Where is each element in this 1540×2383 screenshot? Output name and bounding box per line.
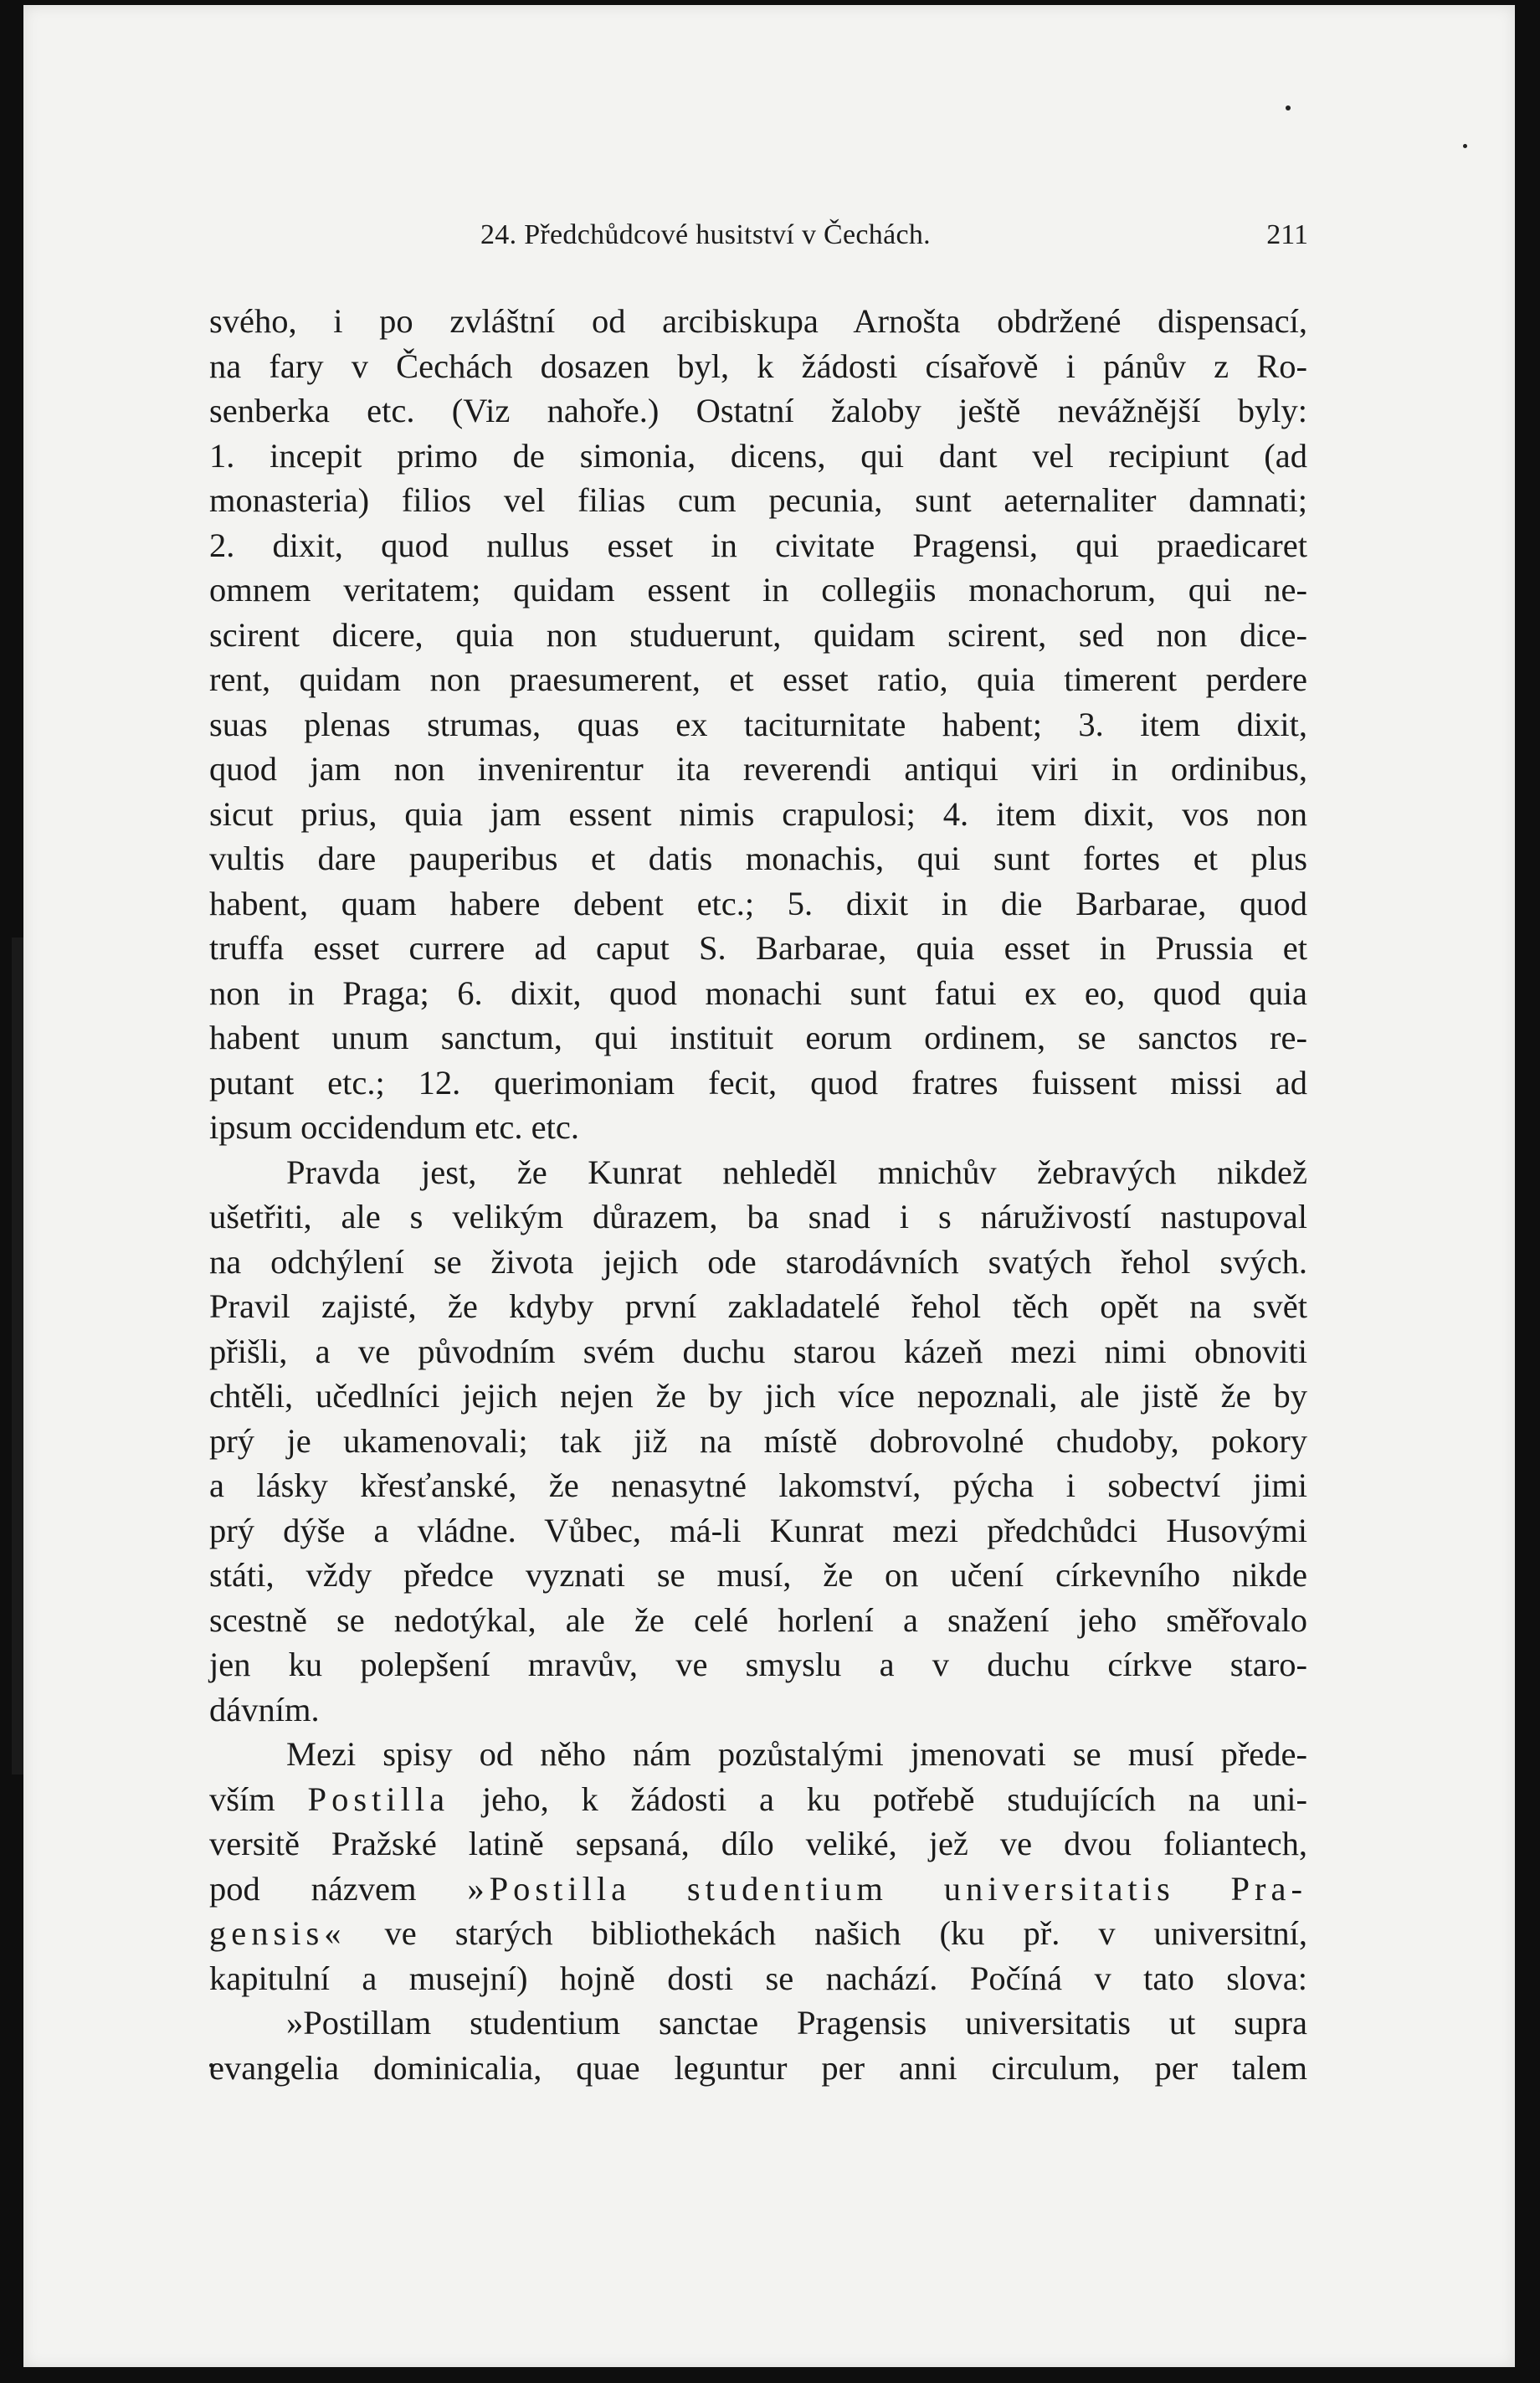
text-fragment: vším <box>209 1780 275 1818</box>
text-line: evangelia dominicalia, quae leguntur per anni circulum, per talem <box>209 2048 1307 2087</box>
text-line: monasteria) filios vel filias cum pecunia, sunt aeternaliter damnati; <box>209 481 1307 519</box>
ink-speck <box>1463 144 1467 148</box>
text-line: scirent dicere, quia non studuerunt, quidam scirent, sed non dice- <box>209 615 1307 654</box>
spaced-title: gensis« <box>209 1914 346 1952</box>
text-line: 1. incepit primo de simonia, dicens, qui dant vel recipiunt (ad <box>209 436 1307 475</box>
text-line: rent, quidam non praesumerent, et esset ratio, quia timerent perdere <box>209 660 1307 698</box>
text-line: habent, quam habere debent etc.; 5. dixit in die Barbarae, quod <box>209 884 1307 922</box>
text-line: a lásky křesťanské, že nenasytné lakomství, pýcha i sobectví jimi <box>209 1466 1307 1504</box>
text-line: putant etc.; 12. querimoniam fecit, quod fratres fuissent missi ad <box>209 1063 1307 1102</box>
text-line: omnem veritatem; quidam essent in collegiis monachorum, qui ne- <box>209 571 1307 609</box>
text-line: přišli, a ve původním svém duchu starou kázeň mezi nimi obnoviti <box>209 1332 1307 1370</box>
text-line: Pravda jest, že Kunrat nehleděl mnichův žebravých nikdež <box>286 1153 1307 1191</box>
text-line: habent unum sanctum, qui instituit eorum ordinem, se sanctos re- <box>209 1019 1307 1056</box>
text-line: ušetřiti, ale s velikým důrazem, ba snad i s náruživostí nastupoval <box>209 1198 1307 1235</box>
running-title: 24. Předchůdcové husitství v Čechách. <box>480 219 931 250</box>
body-text <box>209 299 1307 2090</box>
text-line: Pravil zajisté, že kdyby první zakladatelé řehol těch opět na svět <box>209 1287 1307 1325</box>
text-line: truffa esset currere ad caput S. Barbarae, quia esset in Prussia et <box>209 929 1307 967</box>
text-line: sicut prius, quia jam essent nimis crapulosi; 4. item dixit, vos non <box>209 794 1307 833</box>
text-line: jen ku polepšení mravův, ve smyslu a v duchu církve staro- <box>209 1646 1307 1683</box>
text-line <box>209 1867 1307 1912</box>
page-number: 211 <box>1266 219 1308 250</box>
text-fragment: pod názvem <box>209 1869 417 1908</box>
text-line: svého, i po zvláštní od arcibiskupa Arnošta obdržené dispensací, <box>209 302 1307 340</box>
text-line: ipsum occidendum etc. etc. <box>209 1108 579 1146</box>
text-line: na fary v Čechách dosazen byl, k žádosti císařově i pánův z Ro- <box>209 347 1307 385</box>
text-fragment: jeho, k žádosti a ku potřebě studujících na uni- <box>481 1780 1307 1818</box>
spaced-title: Postilla <box>307 1780 450 1818</box>
text-line: suas plenas strumas, quas ex taciturnitate habent; 3. item dixit, <box>209 705 1307 743</box>
text-line <box>209 1911 1307 1956</box>
text-line: prý dýše a vládne. Vůbec, má-li Kunrat mezi předchůdci Husovými <box>209 1511 1307 1549</box>
spaced-title: »Postilla studentium universitatis Pra- <box>467 1869 1307 1908</box>
text-line <box>209 1777 1307 1822</box>
text-fragment: ve starých bibliothekách našich (ku př. v universitní, <box>384 1914 1307 1952</box>
text-line: státi, vždy předce vyznati se musí, že on učení církevního nikde <box>209 1556 1307 1594</box>
ink-speck <box>1286 105 1291 110</box>
text-line: non in Praga; 6. dixit, quod monachi sunt fatui ex eo, quod quia <box>209 973 1307 1012</box>
text-line: quod jam non invenirentur ita reverendi antiqui viri in ordinibus, <box>209 750 1307 788</box>
text-line: dávním. <box>209 1690 320 1728</box>
text-line: versitě Pražské latině sepsaná, dílo veliké, jež ve dvou foliantech, <box>209 1825 1307 1862</box>
text-line: na odchýlení se života jejich ode starodávních svatých řehol svých. <box>209 1242 1307 1281</box>
text-line: prý je ukamenovali; tak již na místě dobrovolné chudoby, pokory <box>209 1421 1307 1460</box>
text-line: kapitulní a musejní) hojně dosti se nachází. Počíná v tato slova: <box>209 1959 1307 1997</box>
text-line: Mezi spisy od něho nám pozůstalými jmenovati se musí přede- <box>286 1735 1307 1773</box>
text-line: chtěli, učedlníci jejich nejen že by jich více nepoznali, ale jistě že by <box>209 1377 1307 1415</box>
text-line: scestně se nedotýkal, ale že celé horlení a snažení jeho směřovalo <box>209 1600 1307 1639</box>
page-header <box>203 219 1308 270</box>
text-line: 2. dixit, quod nullus esset in civitate Pragensi, qui praedicaret <box>209 526 1307 564</box>
text-line: senberka etc. (Viz nahoře.) Ostatní žaloby ještě nevážnější byly: <box>209 392 1307 429</box>
text-line: vultis dare pauperibus et datis monachis, qui sunt fortes et plus <box>209 840 1307 877</box>
text-line: »Postillam studentium sanctae Pragensis universitatis ut supra <box>286 2004 1307 2041</box>
